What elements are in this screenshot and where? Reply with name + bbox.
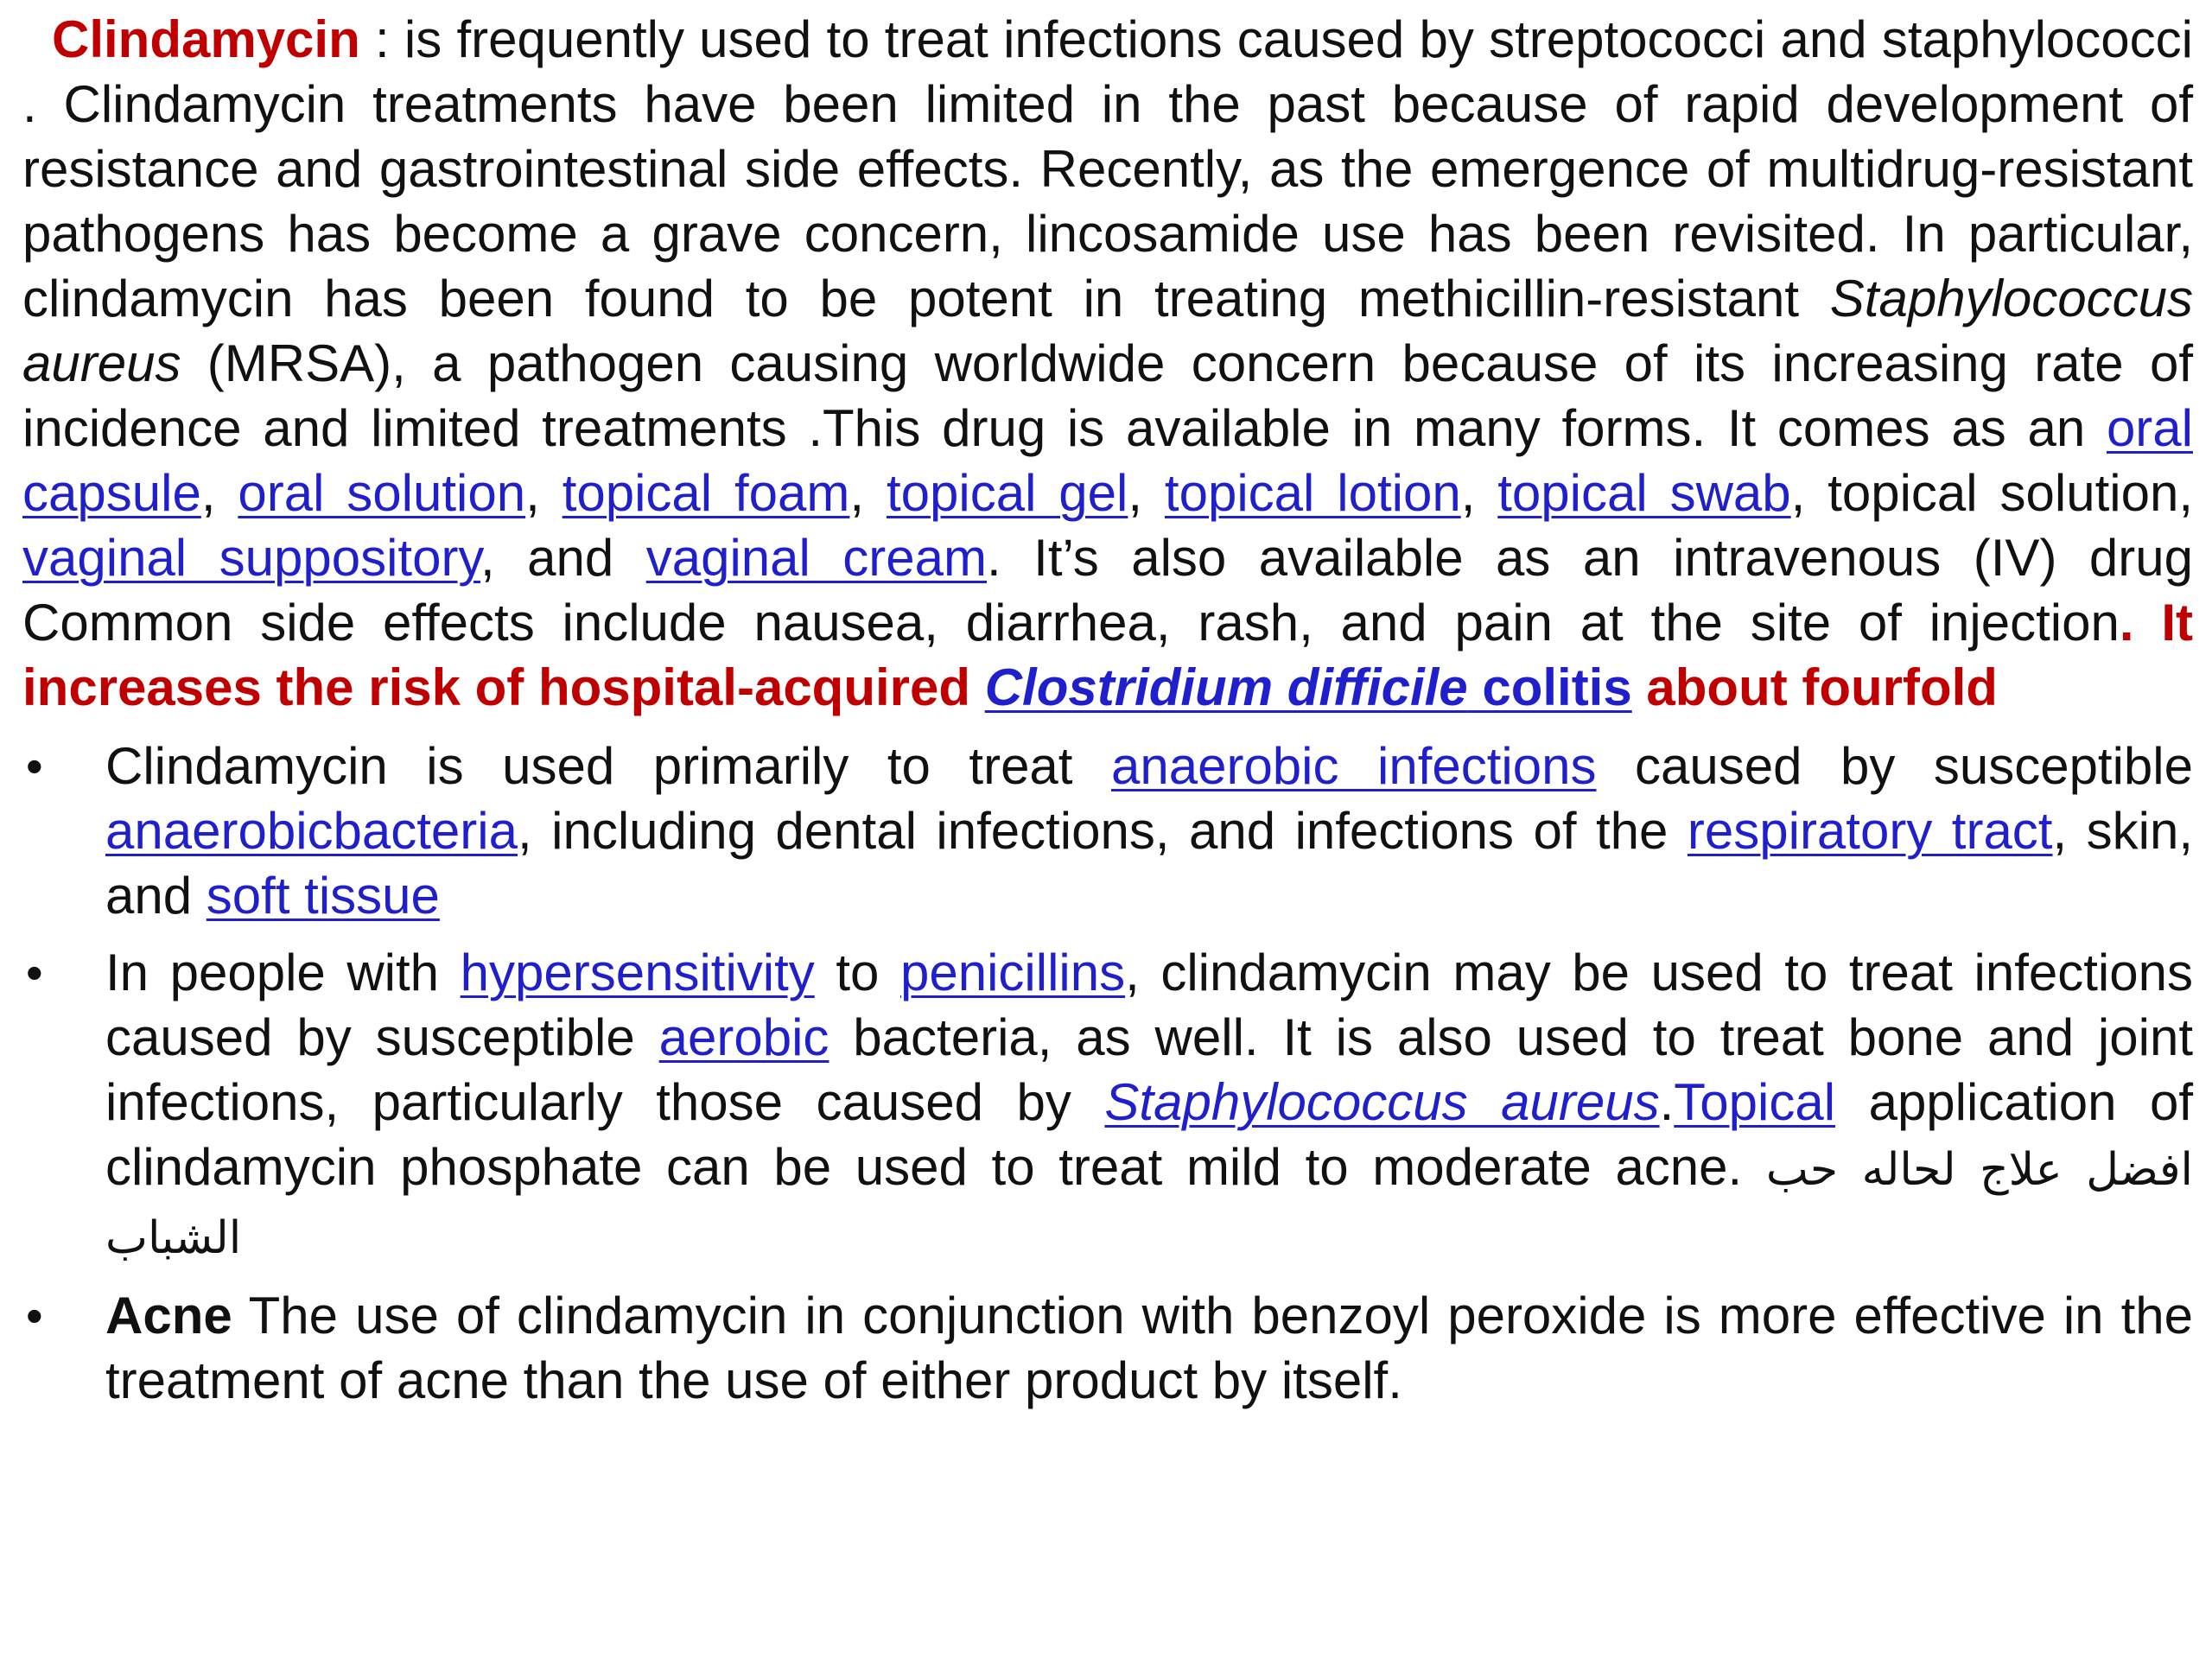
bullet2-text-4: bacteria, as well. It is also used to treat bone and joint infections, particularly those caused by [105, 1008, 2193, 1131]
link-topical[interactable]: Topical [1674, 1073, 1836, 1131]
intro-italic-staph: Staphylococcus aureus [22, 270, 2193, 392]
link-cdiff-colitis: colitis [1467, 658, 1632, 716]
bullet2-text-5: . [1659, 1073, 1675, 1131]
link-topical-gel[interactable]: topical gel [886, 464, 1128, 522]
link-topical-swab[interactable]: topical swab [1497, 464, 1791, 522]
link-cdiff-italic: Clostridium difficile [984, 658, 1468, 716]
intro-text-4: , and [480, 529, 646, 587]
bullet1-text-4: , skin, and [105, 802, 2193, 925]
sep-4: , [1128, 464, 1165, 522]
acne-term: Acne [105, 1287, 232, 1344]
bullet-dot: • [26, 945, 43, 1000]
bullet1-text-1: Clindamycin is used primarily to treat [105, 737, 1111, 795]
bullet3-text-1: The use of clindamycin in conjunction with benzoyl peroxide is more effective in the treatment of acne than the use of either product by itself. [105, 1287, 2193, 1409]
intro-text-2: (MRSA), a pathogen causing worldwide concern because of its increasing rate of incidence and limited treatments .This drug is available in many forms. It comes as an [22, 334, 2193, 457]
link-staphylococcus-aureus[interactable]: Staphylococcus aureus [1104, 1073, 1660, 1131]
bullet2-text-2: to [814, 944, 900, 1001]
slide-content [22, 7, 2193, 1425]
lead-term: Clindamycin [52, 10, 360, 68]
sep-3: , [849, 464, 887, 522]
bullet-item-anaerobic [22, 734, 2193, 928]
bullet-item-acne [22, 1283, 2193, 1413]
intro-text-3: , topical solution, [1790, 464, 2193, 522]
bullet2-text-3: , clindamycin may be used to treat infections caused by susceptible [105, 944, 2193, 1066]
bullet-list [22, 734, 2193, 1413]
bullet-dot: • [26, 739, 43, 793]
sep-5: , [1460, 464, 1498, 522]
bullet2-text-1: In people with [105, 944, 461, 1001]
bullet-dot: • [26, 1288, 43, 1343]
sep-2: , [525, 464, 563, 522]
link-hypersensitivity[interactable]: hypersensitivity [460, 944, 815, 1001]
bullet2-text-6: application of clindamycin phosphate can be used to treat mild to moderate acne. [105, 1073, 2193, 1196]
link-topical-foam[interactable]: topical foam [562, 464, 850, 522]
link-soft-tissue[interactable]: soft tissue [206, 867, 440, 925]
link-oral-capsule[interactable]: oral capsule [22, 399, 2193, 522]
link-aerobic[interactable]: aerobic [658, 1008, 830, 1066]
warning-tail: about fourfold [1631, 658, 1998, 716]
sep-1: , [200, 464, 238, 522]
link-topical-lotion[interactable]: topical lotion [1164, 464, 1461, 522]
bullet-item-hypersensitivity [22, 940, 2193, 1271]
link-vaginal-suppository[interactable]: vaginal suppository [22, 529, 480, 587]
link-clostridium-difficile-colitis[interactable] [985, 658, 1632, 716]
warning-text: . It increases the risk of hospital-acquired [22, 594, 2193, 716]
link-penicillins[interactable]: penicillins [899, 944, 1126, 1001]
intro-text-1: : is frequently used to treat infections caused by streptococci and staphylococci . Clindamycin treatments have been limited in the past because of rapid development of resistance and gastrointestinal side effects. Recently, as the emergence of multidrug-resistant pathogens has become a grave concern, lincosamide use has been revisited. In particular, clindamycin has been found to be potent in treating methicillin-resistant [22, 10, 2193, 327]
link-oral-solution[interactable]: oral solution [238, 464, 526, 522]
link-vaginal-cream[interactable]: vaginal cream [645, 529, 988, 587]
bullet1-text-2: caused by susceptible [1596, 737, 2193, 795]
link-respiratory-tract[interactable]: respiratory tract [1687, 802, 2053, 860]
intro-paragraph [22, 7, 2193, 720]
link-anaerobicbacteria[interactable]: anaerobicbacteria [105, 802, 518, 860]
intro-text-5: . It’s also available as an intravenous (IV) drug Common side effects include nausea, diarrhea, rash, and pain at the site of injection [22, 529, 2193, 652]
arabic-note: افضل علاج لحاله حب الشباب [105, 1144, 2193, 1264]
link-anaerobic-infections[interactable]: anaerobic infections [1110, 737, 1597, 795]
bullet1-text-3: , including dental infections, and infections of the [517, 802, 1688, 860]
